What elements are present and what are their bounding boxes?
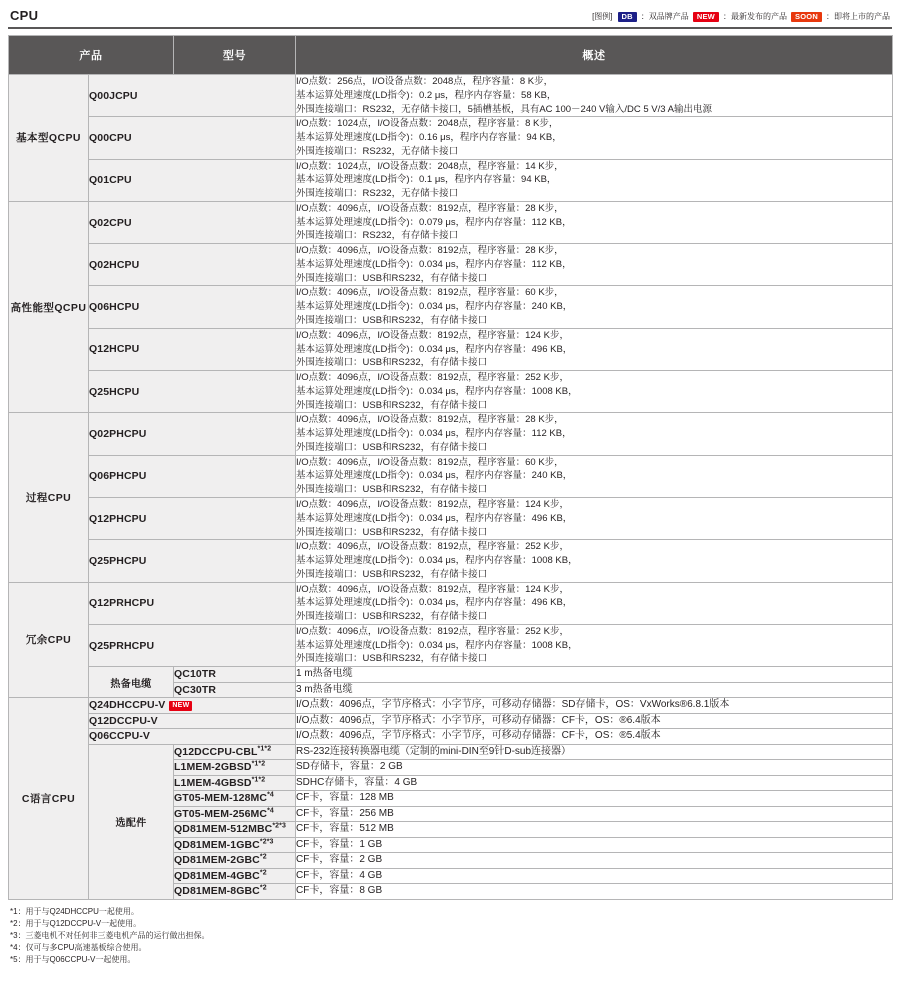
overview-cell (296, 624, 893, 666)
model-cell: Q00JCPU (89, 75, 296, 117)
table-row (9, 582, 893, 624)
model-footnote-ref: *1*2 (251, 760, 266, 768)
table-row (9, 117, 893, 159)
column-header-overview: 概述 (296, 36, 893, 75)
overview-line: SDHC存储卡，容量：4 GB (296, 776, 418, 788)
legend (592, 12, 890, 24)
model-cell: QD81MEM-8GBC$^{*2}$ (174, 884, 296, 900)
product-subcategory-cell: 热备电缆 (89, 667, 174, 698)
overview-line: I/O点数：4096点，I/O设备点数：8192点，程序容量：28 K步， (296, 414, 564, 426)
model-cell: Q06HCPU (89, 286, 296, 328)
overview-cell (296, 713, 893, 729)
overview-line: 基本运算处理速度(LD指令)：0.034 μs，程序内存容量：496 KB， (296, 343, 573, 355)
model-cell: QC10TR (174, 667, 296, 683)
overview-line: I/O点数：4096点，I/O设备点数：8192点，程序容量：28 K步， (296, 245, 564, 257)
overview-line: 基本运算处理速度(LD指令)：0.034 μs，程序内存容量：240 KB， (296, 301, 573, 313)
overview-line: 基本运算处理速度(LD指令)：0.034 μs，程序内存容量：1008 KB， (296, 639, 578, 651)
model-cell: QC30TR (174, 682, 296, 698)
overview-line: 基本运算处理速度(LD指令)：0.034 μs，程序内存容量：1008 KB， (296, 555, 578, 567)
overview-cell (296, 159, 893, 201)
cpu-spec-table (8, 35, 893, 900)
model-cell: Q12DCCPU-V (89, 713, 296, 729)
overview-line: CF卡，容量：4 GB (296, 869, 383, 881)
overview-line: I/O点数：4096点，I/O设备点数：8192点，程序容量：60 K步， (296, 456, 564, 468)
legend-label: [图例] (592, 11, 613, 21)
model-cell: Q25HCPU (89, 371, 296, 413)
overview-cell (296, 117, 893, 159)
model-cell: Q25PRHCPU (89, 624, 296, 666)
model-footnote-ref: *2 (259, 884, 267, 892)
overview-cell (296, 455, 893, 497)
overview-line: 外围连接端口：USB和RS232，有存储卡接口 (296, 653, 488, 665)
footnote-item: *4：仅可与多CPU高速基板综合使用。 (10, 942, 147, 952)
overview-line: 外围连接端口：RS232，无存储卡接口 (296, 188, 459, 200)
model-cell: Q02CPU (89, 201, 296, 243)
model-cell: Q02HCPU (89, 244, 296, 286)
overview-line: I/O点数：4096点，I/O设备点数：8192点，程序容量：252 K步， (296, 372, 569, 384)
table-body (9, 75, 893, 900)
table-row (9, 75, 893, 117)
product-category-cell: 过程CPU (9, 413, 89, 582)
model-cell: Q25PHCPU (89, 540, 296, 582)
model-cell: Q06CCPU-V (89, 729, 296, 745)
overview-cell (296, 775, 893, 791)
legend-tag-new: NEW (693, 12, 719, 23)
product-category-cell: 冗余CPU (9, 582, 89, 698)
overview-line: 1 m热备电缆 (296, 668, 353, 680)
overview-cell (296, 682, 893, 698)
model-footnote-ref: *1*2 (257, 745, 272, 753)
overview-line: I/O点数：4096点，I/O设备点数：8192点，程序容量：124 K步， (296, 583, 569, 595)
overview-line: 外围连接端口：USB和RS232，有存储卡接口 (296, 441, 488, 453)
overview-line: 基本运算处理速度(LD指令)：0.034 μs，程序内存容量：112 KB， (296, 428, 572, 440)
overview-cell (296, 806, 893, 822)
overview-cell (296, 760, 893, 776)
overview-line: 基本运算处理速度(LD指令)：0.2 μs，程序内存容量：58 KB， (296, 89, 557, 101)
overview-line: 外围连接端口：USB和RS232，有存储卡接口 (296, 399, 488, 411)
overview-cell (296, 328, 893, 370)
legend-tag-soon: SOON (791, 12, 822, 23)
model-cell: $QD81MEM-512MBC^{*2*3}$ (174, 822, 296, 838)
overview-line: CF卡，容量：2 GB (296, 854, 383, 866)
overview-cell (296, 371, 893, 413)
overview-cell (296, 286, 893, 328)
overview-cell (296, 244, 893, 286)
model-cell: GT05-MEM-256MC$^{*4}$ (174, 806, 296, 822)
model-cell: Q12PRHCPU (89, 582, 296, 624)
model-cell: Q24DHCCPU-V NEW (89, 698, 296, 714)
product-subcategory-cell: 选配件 (89, 744, 174, 899)
overview-line: I/O点数：4096点，I/O设备点数：8192点，程序容量：252 K步， (296, 625, 569, 637)
overview-line: CF卡，容量：256 MB (296, 807, 394, 819)
overview-line: 基本运算处理速度(LD指令)：0.034 μs，程序内存容量：496 KB， (296, 512, 573, 524)
overview-cell (296, 822, 893, 838)
overview-cell (296, 698, 893, 714)
overview-line: CF卡，容量：128 MB (296, 792, 394, 804)
overview-line: 基本运算处理速度(LD指令)：0.034 μs，程序内存容量：1008 KB， (296, 385, 578, 397)
legend-text-db: ：双品牌产品 (640, 11, 689, 21)
overview-cell (296, 413, 893, 455)
overview-line: 外围连接端口：RS232，有存储卡接口 (296, 230, 459, 242)
overview-line: 外围连接端口：USB和RS232，有存储卡接口 (296, 357, 488, 369)
overview-cell (296, 837, 893, 853)
model-cell: $L1MEM-2GBSD^{*1*2}$ (174, 760, 296, 776)
footnote-item: *1：用于与Q24DHCCPU一起使用。 (10, 906, 139, 916)
table-row (9, 729, 893, 745)
overview-cell (296, 791, 893, 807)
overview-line: I/O点数：4096点，I/O设备点数：8192点，程序容量：252 K步， (296, 541, 569, 553)
overview-cell (296, 497, 893, 539)
table-row (9, 286, 893, 328)
table-row (9, 698, 893, 714)
overview-line: 基本运算处理速度(LD指令)：0.034 μs，程序内存容量：496 KB， (296, 597, 573, 609)
model-footnote-ref: *2*3 (272, 822, 286, 830)
overview-line: 外围连接端口：USB和RS232，有存储卡接口 (296, 568, 488, 580)
model-footnote-ref: *2 (259, 869, 267, 877)
model-footnote-ref: *4 (267, 791, 274, 799)
model-cell: $QD81MEM-1GBC^{*2*3}$ (174, 837, 296, 853)
overview-line: 外围连接端口：USB和RS232，有存储卡接口 (296, 272, 488, 284)
legend-text-soon: ：即将上市的产品 (826, 11, 890, 21)
overview-cell (296, 884, 893, 900)
overview-line: CF卡，容量：8 GB (296, 885, 383, 897)
table-row (9, 713, 893, 729)
overview-line: 基本运算处理速度(LD指令)：0.16 μs，程序内存容量：94 KB， (296, 132, 562, 144)
overview-cell (296, 75, 893, 117)
overview-line: CF卡，容量：1 GB (296, 838, 383, 850)
model-cell: Q12PHCPU (89, 497, 296, 539)
overview-line: 外围连接端口：USB和RS232，有存储卡接口 (296, 526, 488, 538)
overview-line: I/O点数：4096点，字节序格式：小字节序，可移动存储器：SD存储卡，OS：VxWorks®6.8.1版本 (296, 699, 730, 711)
page-title: CPU (10, 8, 39, 23)
overview-line: I/O点数：256点，I/O设备点数：2048点，程序容量：8 K步， (296, 76, 554, 87)
overview-line: I/O点数：1024点，I/O设备点数：2048点，程序容量：14 K步， (296, 160, 564, 172)
overview-line: 外围连接端口：USB和RS232，有存储卡接口 (296, 484, 488, 496)
overview-cell (296, 729, 893, 745)
model-cell: QD81MEM-2GBC$^{*2}$ (174, 853, 296, 869)
overview-line: I/O点数：4096点，I/O设备点数：8192点，程序容量：124 K步， (296, 329, 569, 341)
table-row (9, 413, 893, 455)
footnote-item: *2：用于与Q12DCCPU-V一起使用。 (10, 918, 142, 928)
table-row (9, 744, 893, 760)
model-footnote-ref: *2 (259, 853, 267, 861)
overview-cell (296, 744, 893, 760)
model-footnote-ref: *2*3 (259, 838, 274, 846)
overview-cell (296, 201, 893, 243)
product-category-cell: C语言CPU (9, 698, 89, 900)
overview-line: 基本运算处理速度(LD指令)：0.034 μs，程序内存容量：112 KB， (296, 258, 572, 270)
overview-cell (296, 540, 893, 582)
table-row (9, 328, 893, 370)
table-row (9, 624, 893, 666)
model-cell: $L1MEM-4GBSD^{*1*2}$ (174, 775, 296, 791)
model-cell: Q00CPU (89, 117, 296, 159)
legend-text-new: ：最新发布的产品 (723, 11, 787, 21)
table-row (9, 540, 893, 582)
model-footnote-ref: *1*2 (251, 776, 266, 784)
product-category-cell: 基本型QCPU (9, 75, 89, 202)
table-header (9, 36, 893, 75)
model-cell: Q01CPU (89, 159, 296, 201)
overview-line: I/O点数：4096点，字节序格式：小字节序，可移动存储器：CF卡，OS：®6.4版本 (296, 714, 661, 726)
overview-line: 外围连接端口：USB和RS232，有存储卡接口 (296, 315, 488, 327)
overview-line: 基本运算处理速度(LD指令)：0.079 μs，程序内存容量：112 KB， (296, 216, 572, 228)
overview-line: I/O点数：1024点，I/O设备点数：2048点，程序容量：8 K步， (296, 118, 559, 130)
overview-line: SD存储卡，容量：2 GB (296, 761, 403, 773)
overview-cell (296, 582, 893, 624)
model-cell: QD81MEM-4GBC$^{*2}$ (174, 868, 296, 884)
model-cell: GT05-MEM-128MC$^{*4}$ (174, 791, 296, 807)
overview-cell (296, 853, 893, 869)
overview-line: I/O点数：4096点，字节序格式：小字节序，可移动存储器：CF卡，OS：®5.4版本 (296, 730, 661, 742)
overview-line: 外围连接端口：RS232，无存储卡接口 (296, 145, 459, 157)
legend-tag-db: DB (618, 12, 637, 23)
overview-line: 外围连接端口：USB和RS232，有存储卡接口 (296, 611, 488, 623)
overview-line: CF卡，容量：512 MB (296, 823, 394, 835)
footnotes (10, 906, 892, 966)
model-cell: $Q12DCCPU-CBL^{*1*2}$ (174, 744, 296, 760)
overview-line: 基本运算处理速度(LD指令)：0.034 μs，程序内存容量：240 KB， (296, 470, 573, 482)
model-cell: Q12HCPU (89, 328, 296, 370)
overview-cell (296, 868, 893, 884)
overview-line: 基本运算处理速度(LD指令)：0.1 μs，程序内存容量：94 KB， (296, 174, 557, 186)
overview-line: RS-232连接转换器电缆（定制的mini-DIN至9针D-sub连接器） (296, 745, 572, 757)
model-cell: Q02PHCPU (89, 413, 296, 455)
footnote-item: *3：三菱电机不对任何非三菱电机产品的运行做出担保。 (10, 930, 210, 940)
model-footnote-ref: *4 (267, 807, 274, 815)
model-cell: Q06PHCPU (89, 455, 296, 497)
footnote-item: *5：用于与Q06CCPU-V一起使用。 (10, 954, 136, 964)
overview-line: 3 m热备电缆 (296, 683, 353, 695)
new-badge: NEW (169, 701, 192, 711)
page-header (8, 8, 892, 29)
table-row (9, 159, 893, 201)
table-row (9, 371, 893, 413)
overview-line: I/O点数：4096点，I/O设备点数：8192点，程序容量：124 K步， (296, 498, 569, 510)
column-header-model: 型号 (174, 36, 296, 75)
table-row (9, 455, 893, 497)
overview-line: I/O点数：4096点，I/O设备点数：8192点，程序容量：28 K步， (296, 202, 564, 214)
column-header-product: 产品 (9, 36, 174, 75)
table-row (9, 244, 893, 286)
overview-cell (296, 667, 893, 683)
overview-line: I/O点数：4096点，I/O设备点数：8192点，程序容量：60 K步， (296, 287, 564, 299)
table-row (9, 201, 893, 243)
product-category-cell: 高性能型QCPU (9, 201, 89, 412)
table-row (9, 497, 893, 539)
table-row (9, 667, 893, 683)
overview-line: 外围连接端口：RS232，无存储卡接口，5插槽基板，具有AC 100－240 V输入/DC 5 V/3 A输出电源 (296, 103, 712, 115)
